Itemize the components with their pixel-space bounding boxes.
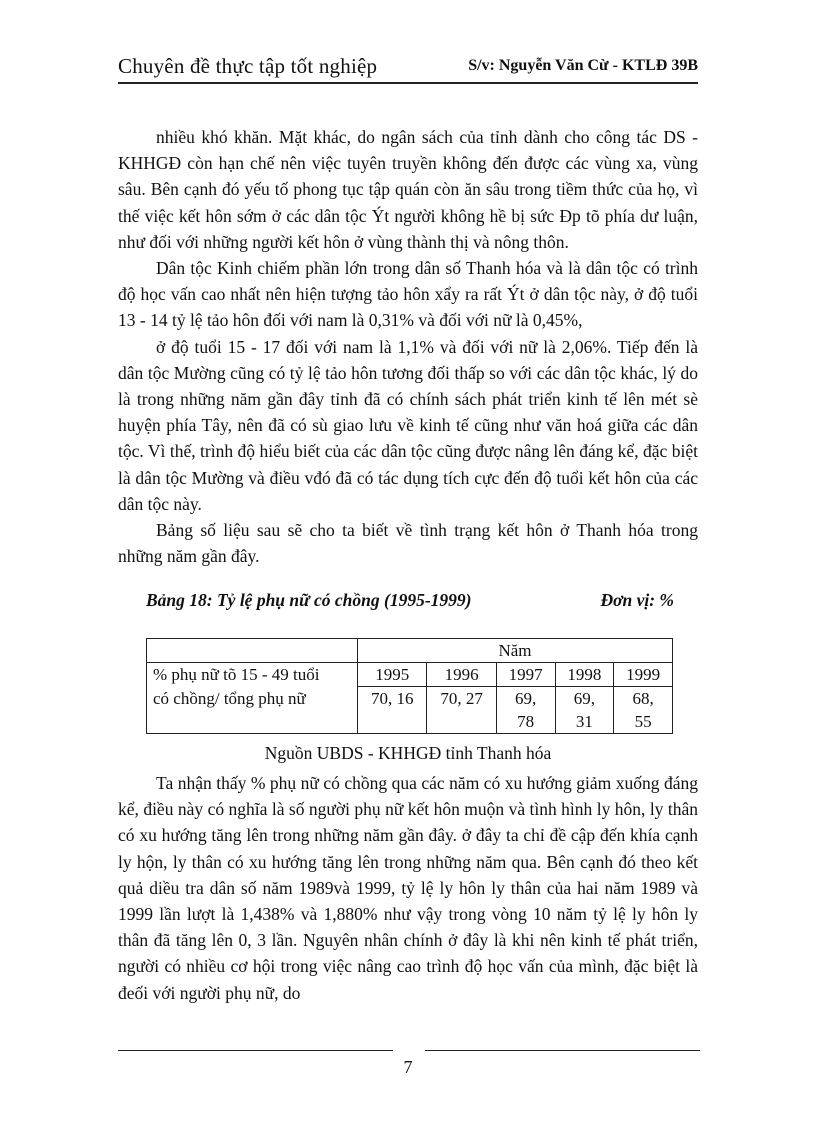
value-cell xyxy=(555,687,614,734)
paragraph-2: Dân tộc Kinh chiếm phần lớn trong dân số Thanh hóa và là dân tộc có trình độ học vấn cao nhất nên hiện tượng tảo hôn xẩy ra rất Ýt ở dân tộc này, ở độ tuổi 13 - 14 tỷ lệ tảo hôn đối với nam là 0,31% và đối với nữ là 0,45%, xyxy=(118,258,698,331)
body-section-2 xyxy=(118,770,698,1006)
table-corner-cell xyxy=(147,639,358,663)
value-cell xyxy=(614,687,673,734)
value-cell xyxy=(427,687,496,734)
page-header xyxy=(118,50,698,84)
value-text-cont: 55 xyxy=(634,712,652,731)
body-section-1 xyxy=(118,124,698,569)
value-text-cont: 78 xyxy=(517,712,535,731)
paragraph-4: Bảng số liệu sau sẽ cho ta biết về tình trạng kết hôn ở Thanh hóa trong những năm gần đây. xyxy=(118,520,698,567)
value-cell xyxy=(496,687,555,734)
table-source: Nguồn UBDS - KHHGĐ tỉnh Thanh hóa xyxy=(264,743,552,763)
year-cell: 1995 xyxy=(358,663,427,687)
value-text: 69, xyxy=(573,689,595,708)
value-cell xyxy=(358,687,427,734)
header-author: S/v: Nguyễn Văn Cừ - KTLĐ 39B xyxy=(468,57,698,74)
row-label-line1: % phụ nữ tõ 15 - 49 tuổi xyxy=(147,663,358,687)
footer-divider-left xyxy=(118,1050,393,1051)
table-title: Bảng 18: Tỷ lệ phụ nữ có chồng (1995-1999) xyxy=(146,590,472,610)
value-text: 68, xyxy=(632,689,654,708)
header-title: Chuyên đề thực tập tốt nghiệp xyxy=(118,54,378,78)
paragraph-5: Ta nhận thấy % phụ nữ có chồng qua các năm có xu hướng giảm xuống đáng kể, điều này có nghĩa là số người phụ nữ kết hôn muộn và tình hình ly hôn, ly thân có xu hướng tăng lên trong những năm gần đây. ở đây ta chỉ đề cập đến khía cạnh ly hộn, ly thân có xu hướng tăng lên trong những năm qua. Bên cạnh đó theo kết quả diều tra dân số năm 1989và 1999, tỷ lệ ly hôn ly thân của hai năm 1989 và 1999 lần lượt là 1,438% và 1,880% như vậy trong vòng 10 năm tỷ lệ ly hôn ly thân đã tăng lên 0, 3 lần. Nguyên nhân chính ở đây là khi nên kinh tế phát triển, người có nhiều cơ hội trong việc nâng cao trình độ học vấn của mình, đặc biệt là đeối với người phụ nữ, do xyxy=(118,773,698,1003)
value-text: 70, 27 xyxy=(440,689,483,708)
data-table xyxy=(146,638,673,734)
group-header-year: Năm xyxy=(358,639,673,663)
paragraph-3: ở độ tuổi 15 - 17 đối với nam là 1,1% và đối với nữ là 2,06%. Tiếp đến là dân tộc Mường cũng có tỷ lệ tảo hôn tương đối thấp so với các dân tộc khác, lý do là trong những năm gần đây tỉnh đã có chính sách phát triển kinh tế lên mét sè huyện phía Tây, nên đã có sù giao lưu về kinh tế cũng như văn hoá giữa các dân tộc. Vì thế, trình độ hiểu biết của các dân tộc cũng được nâng lên đáng kể, đặc biệt là dân tộc Mường và điều vđó đã có tác dụng tích cực đến độ tuổi kết hôn của các dân tộc này. xyxy=(118,336,698,514)
value-text-cont: 31 xyxy=(575,712,593,731)
year-cell: 1999 xyxy=(614,663,673,687)
value-text: 70, 16 xyxy=(370,689,414,708)
footer-divider-right xyxy=(425,1050,700,1051)
row-label-line2: có chồng/ tổng phụ nữ xyxy=(147,687,358,734)
year-cell: 1998 xyxy=(555,663,614,687)
table-value-row xyxy=(147,687,673,734)
table-caption xyxy=(146,590,674,616)
table-unit: Đơn vị: % xyxy=(600,590,674,610)
year-cell: 1996 xyxy=(427,663,496,687)
value-text: 69, xyxy=(515,689,537,708)
paragraph-1: nhiều khó khăn. Mặt khác, do ngân sách của tỉnh dành cho công tác DS - KHHGĐ còn hạn chế nên việc tuyên truyền không đến được các vùng xa, vùng sâu. Bên cạnh đó yếu tố phong tục tập quán còn ăn sâu trong tiềm thức của họ, vì thế việc kết hôn sớm ở các dân tộc Ýt người không hề bị sức Ðp tõ phía dư luận, như đối với những người kết hôn ở vùng thành thị và nông thôn. xyxy=(118,127,698,252)
table-header-row xyxy=(147,639,673,663)
page-number: 7 xyxy=(403,1057,413,1077)
year-cell: 1997 xyxy=(496,663,555,687)
table-year-row xyxy=(147,663,673,687)
